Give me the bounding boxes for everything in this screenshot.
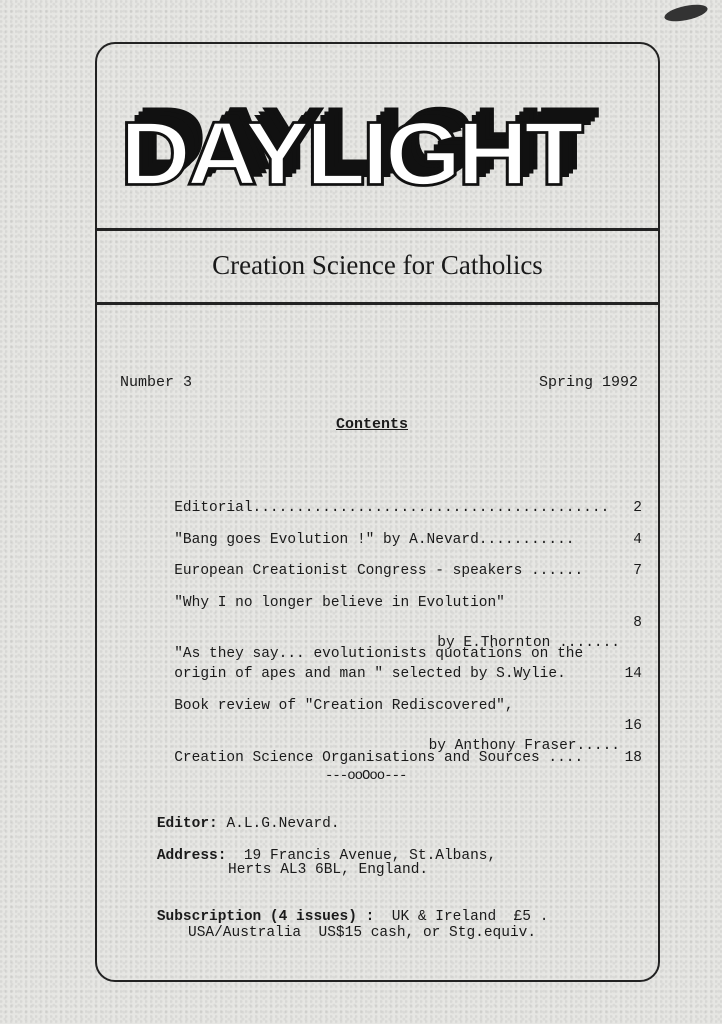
divider-top — [95, 228, 660, 231]
subscription-label: Subscription (4 issues) : — [156, 909, 375, 925]
editor-label: Editor: — [156, 816, 218, 832]
editor-value: A.L.G.Nevard. — [226, 816, 340, 832]
toc-item-text: by Anthony Fraser..... — [428, 738, 620, 754]
ink-mark — [663, 2, 709, 25]
toc-item-page: 16 — [624, 718, 642, 734]
toc-item-text: origin of apes and man " selected by S.Wylie. — [174, 666, 566, 682]
separator: ---ooOoo--- — [325, 768, 407, 784]
subscription-uk: UK & Ireland £5 . — [391, 909, 549, 925]
toc-item-text: "Bang goes Evolution !" by A.Nevard........... — [174, 532, 575, 548]
toc-item-text: by E.Thornton ....... — [437, 635, 620, 651]
issue-season: Spring 1992 — [538, 374, 638, 391]
toc-item-page: 4 — [633, 532, 642, 548]
toc-item-page: 8 — [633, 615, 642, 631]
address-line2: Herts AL3 6BL, England. — [228, 862, 429, 878]
address-line1: 19 Francis Avenue, St.Albans, — [243, 848, 497, 864]
divider-bottom — [95, 302, 660, 305]
address-label: Address: — [156, 848, 227, 864]
contents-heading: Contents — [336, 416, 409, 433]
masthead — [112, 88, 612, 213]
issue-number: Number 3 — [120, 374, 193, 391]
toc-item-page: 14 — [624, 666, 642, 682]
toc-item-page: 18 — [624, 750, 642, 766]
masthead-title: DAYLIGHT — [120, 102, 580, 204]
toc-item-page: 7 — [633, 563, 642, 579]
toc-item-text: "Why I no longer believe in Evolution" — [174, 595, 505, 611]
masthead-subtitle: Creation Science for Catholics — [212, 250, 543, 280]
toc-item-text: "As they say... evolutionists quotations on the — [174, 646, 584, 662]
toc-item-text: Creation Science Organisations and Sources .... — [174, 750, 584, 766]
toc-item-page: 2 — [633, 500, 642, 516]
toc-item-text: Editorial......................................... — [174, 500, 610, 516]
subscription-intl: USA/Australia US$15 cash, or Stg.equiv. — [188, 925, 537, 941]
toc-item-text: Book review of "Creation Rediscovered", — [174, 698, 514, 714]
toc-item-text: European Creationist Congress - speakers ...... — [174, 563, 584, 579]
